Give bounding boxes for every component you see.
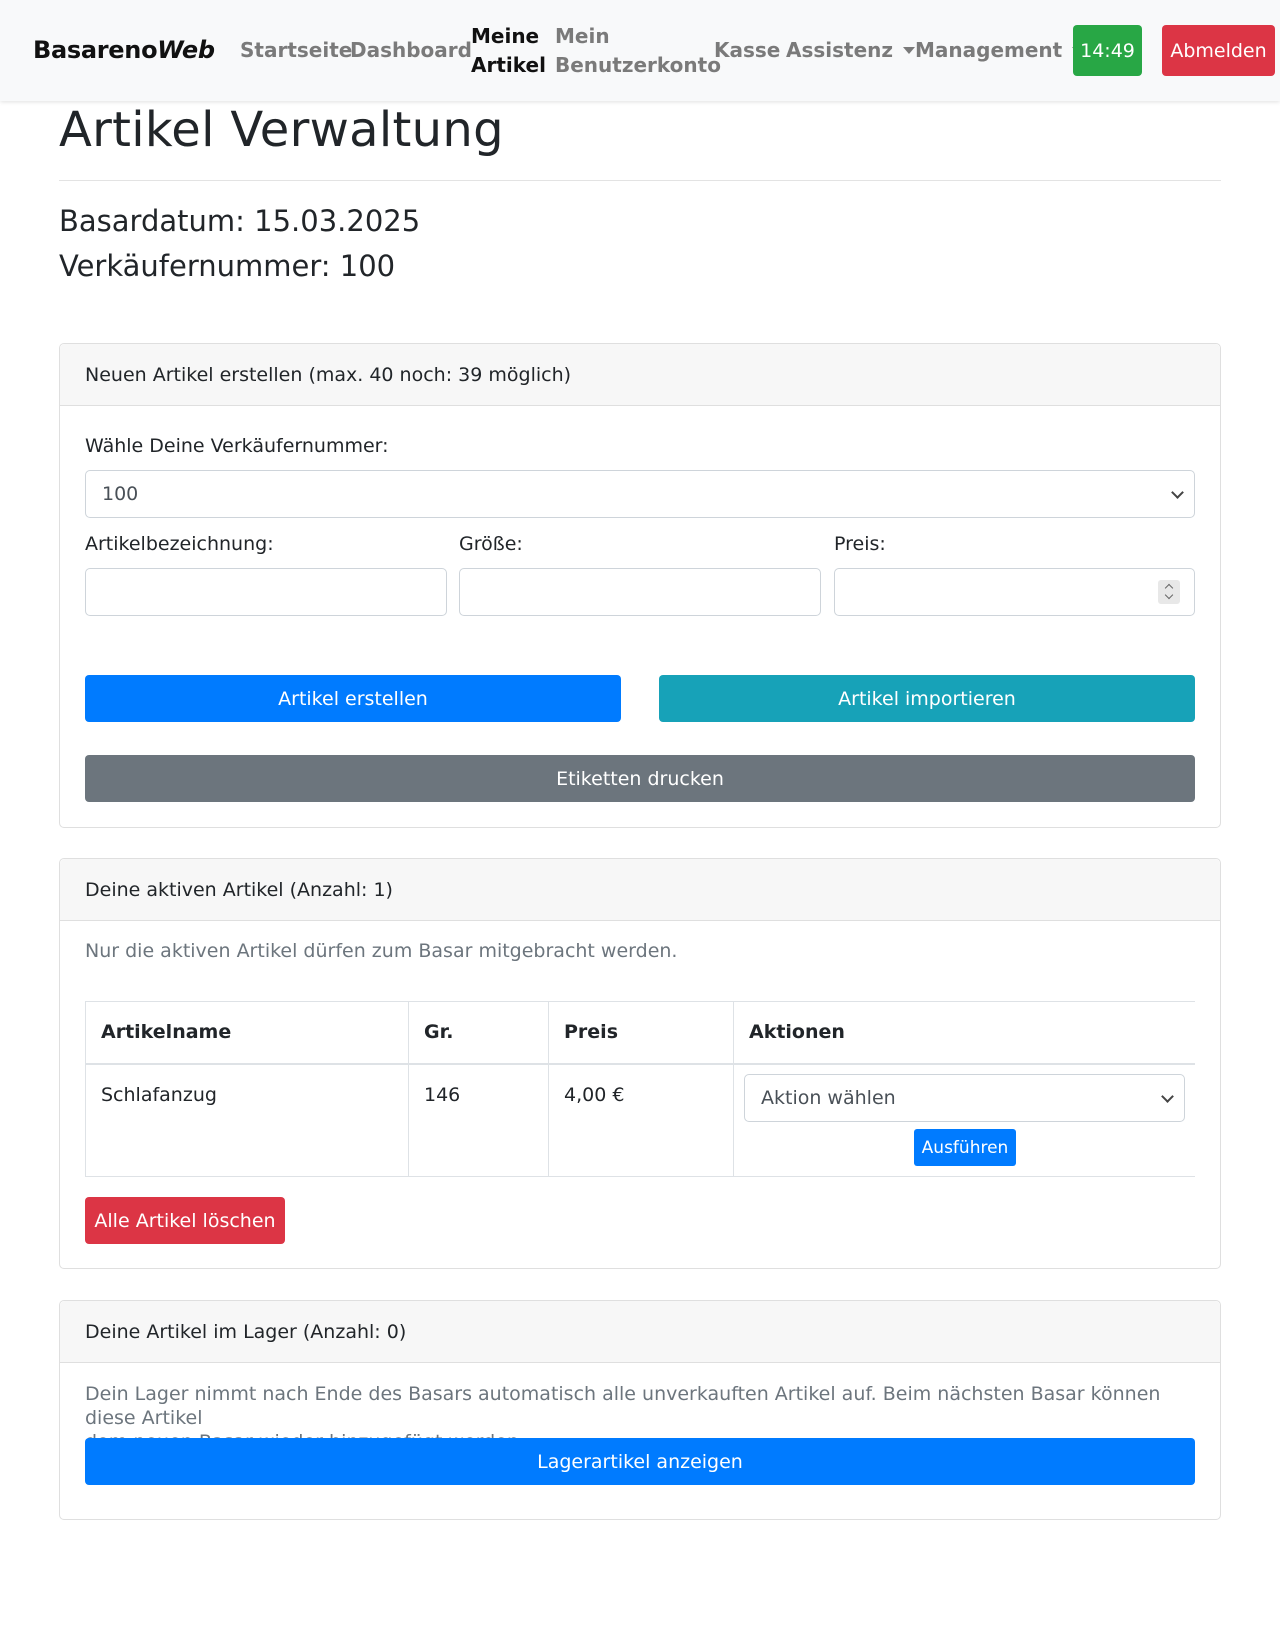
nav-kasse[interactable]: Kasse xyxy=(714,38,781,62)
execute-action-button[interactable]: Ausführen xyxy=(914,1129,1016,1166)
show-storage-articles-button[interactable]: Lagerartikel anzeigen xyxy=(85,1438,1195,1485)
article-name-input[interactable] xyxy=(85,568,447,616)
seller-number-select-value: 100 xyxy=(102,483,139,505)
nav-dashboard[interactable]: Dashboard xyxy=(350,38,472,62)
caret-down-icon xyxy=(903,47,915,54)
seller-number-label: Wähle Deine Verkäufernummer: xyxy=(85,435,389,457)
nav-meine-artikel-line1: Meine xyxy=(471,24,540,48)
price-label: Preis: xyxy=(834,533,886,555)
chevron-down-icon xyxy=(1161,1090,1174,1103)
article-name-label: Artikelbezeichnung: xyxy=(85,533,274,555)
create-article-card xyxy=(59,343,1221,828)
table-border-top xyxy=(85,1001,1195,1002)
column-header-size: Gr. xyxy=(424,1021,454,1043)
import-articles-button[interactable]: Artikel importieren xyxy=(659,675,1195,722)
nav-assistenz-label: Assistenz xyxy=(786,38,894,62)
storage-articles-card-header: Deine Artikel im Lager (Anzahl: 0) xyxy=(60,1301,1220,1363)
brand-suffix: Web xyxy=(157,36,215,64)
delete-all-articles-button[interactable]: Alle Artikel löschen xyxy=(85,1197,285,1244)
logout-button[interactable]: Abmelden xyxy=(1162,25,1275,76)
cell-article-price: 4,00 € xyxy=(564,1084,625,1106)
table-column-divider xyxy=(548,1001,549,1177)
active-articles-card xyxy=(59,858,1221,1269)
column-header-price: Preis xyxy=(564,1021,619,1043)
size-label: Größe: xyxy=(459,533,523,555)
price-input[interactable] xyxy=(834,568,1195,616)
storage-note-line1: Dein Lager nimmt nach Ende des Basars automatisch alle unverkauften Artikel auf. Beim nächsten Basar können diese Artikel xyxy=(85,1383,1161,1429)
cell-article-name: Schlafanzug xyxy=(101,1084,217,1106)
table-column-divider xyxy=(733,1001,734,1177)
column-header-name: Artikelname xyxy=(101,1021,232,1043)
size-input[interactable] xyxy=(459,568,821,616)
page-title: Artikel Verwaltung xyxy=(59,102,504,158)
active-articles-note: Nur die aktiven Artikel dürfen zum Basar mitgebracht werden. xyxy=(85,940,678,962)
brand-name: Basareno xyxy=(33,36,158,64)
nav-startseite[interactable]: Startseite xyxy=(240,38,353,62)
nav-mein-benutzerkonto-line1: Mein xyxy=(555,24,610,48)
bazaar-date: Basardatum: 15.03.2025 xyxy=(59,204,421,238)
table-border-bottom xyxy=(85,1176,1195,1177)
active-articles-card-header: Deine aktiven Artikel (Anzahl: 1) xyxy=(60,859,1220,921)
brand-logo[interactable] xyxy=(33,36,215,64)
table-column-divider xyxy=(408,1001,409,1177)
nav-mein-benutzerkonto-line2: Benutzerkonto xyxy=(555,53,721,77)
number-spinner-icon[interactable] xyxy=(1158,580,1180,604)
nav-mein-benutzerkonto[interactable] xyxy=(555,22,721,80)
table-header-border xyxy=(85,1063,1195,1065)
action-select-value: Aktion wählen xyxy=(761,1087,896,1109)
action-select[interactable] xyxy=(744,1074,1185,1122)
nav-management-label: Management xyxy=(915,38,1063,62)
divider xyxy=(59,180,1221,181)
table-border-left xyxy=(85,1001,86,1177)
navbar xyxy=(0,0,1280,101)
chevron-down-icon xyxy=(1171,486,1184,499)
create-article-card-header: Neuen Artikel erstellen (max. 40 noch: 39 möglich) xyxy=(60,344,1220,406)
storage-articles-card xyxy=(59,1300,1221,1520)
cell-article-size: 146 xyxy=(424,1084,461,1106)
time-badge: 14:49 xyxy=(1073,25,1142,76)
seller-number-select[interactable] xyxy=(85,470,1195,518)
nav-assistenz-dropdown[interactable] xyxy=(786,38,915,62)
column-header-actions: Aktionen xyxy=(749,1021,845,1043)
seller-number: Verkäufernummer: 100 xyxy=(59,249,396,283)
nav-meine-artikel[interactable] xyxy=(471,22,546,80)
nav-meine-artikel-line2: Artikel xyxy=(471,53,546,77)
print-labels-button[interactable]: Etiketten drucken xyxy=(85,755,1195,802)
create-article-button[interactable]: Artikel erstellen xyxy=(85,675,621,722)
nav-management-dropdown[interactable] xyxy=(915,38,1084,62)
